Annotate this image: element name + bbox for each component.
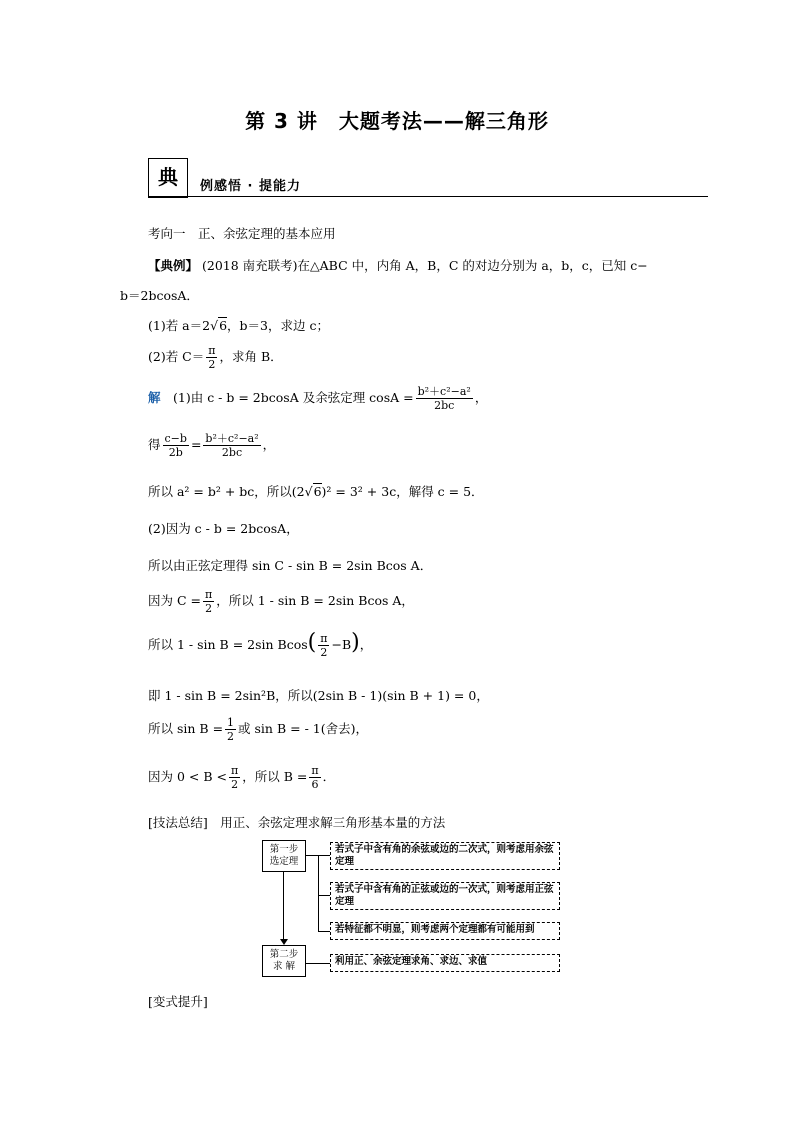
example-tag: 【典例】	[148, 258, 199, 273]
solution-line-9-post: 或 sin B = - 1(舍去)，	[238, 721, 368, 736]
summary-line	[148, 813, 445, 831]
solution-line-10-mid: ，所以 B =	[242, 769, 308, 784]
frac-den: 2b	[168, 446, 183, 459]
solution-line-3-post: )² = 3² + 3c，解得 c = 5．	[321, 484, 484, 499]
flow-connector	[318, 931, 330, 932]
step-1-title: 第一步	[269, 844, 299, 855]
question-1-post: ，b＝3，求边 c；	[227, 318, 329, 333]
frac-den: 2	[320, 646, 328, 659]
frac-num: b²＋c²−a²	[205, 432, 259, 445]
page-title: 第 3 讲 大题考法——解三角形	[245, 109, 549, 133]
flow-connector	[318, 855, 330, 856]
solution-line-7: 所以 1 - sin B = 2sin Bcos( $\frac{\pi}{2}$ −B)，	[148, 630, 373, 659]
frac-num: π	[208, 344, 216, 357]
question-2	[148, 344, 283, 371]
variant-heading: [变式提升]	[148, 994, 208, 1009]
example-line-1	[148, 256, 648, 274]
solution-line-3-pre: 所以 a² = b² + bc，所以(2	[148, 484, 305, 499]
solution-line-1	[148, 385, 487, 412]
frac-den: 2	[231, 778, 239, 791]
solution-line-3: 所以 a² = b² + bc，所以(2√6)² = 3² + 3c，解得 c = 5．	[148, 484, 484, 499]
solution-line-2-post: ，	[262, 437, 276, 452]
frac-num: b²＋c²−a²	[417, 385, 471, 398]
section-title: 例感悟 · 提能力	[200, 179, 301, 194]
summary-text: 用正、余弦定理求解三角形基本量的方法	[220, 815, 446, 830]
step-2-title: 第二步	[269, 949, 299, 960]
solution-line-6-pre: 因为 C =	[148, 593, 201, 608]
flow-connector	[318, 895, 330, 896]
flow-connector-vertical	[283, 872, 284, 941]
example-text-1: 在△ABC 中，内角 A，B，C 的对边分别为 a，b，c，已知 c−	[297, 258, 648, 273]
solution-line-10	[148, 764, 335, 791]
solution-line-5: 所以由正弦定理得 sin C - sin B = 2sin Bcos A．	[148, 558, 433, 573]
frac-num: 1	[227, 716, 235, 729]
question-2-post: ，求角 B．	[219, 349, 283, 364]
solution-line-10-pre: 因为 0 < B <	[148, 769, 227, 784]
solution-line-4: (2)因为 c - b = 2bcosA，	[148, 521, 299, 536]
solution-line-2	[148, 432, 275, 459]
step-1-label: 选定理	[269, 856, 299, 867]
question-1-pre: (1)若 a＝2	[148, 318, 211, 333]
example-source: (2018 南充联考)	[202, 258, 298, 273]
frac-den: 2bc	[434, 399, 455, 412]
question-1-radicand: 6	[219, 318, 228, 333]
frac-den: 2bc	[221, 446, 243, 459]
frac-num: c−b	[164, 432, 187, 445]
frac-den: 2	[227, 730, 235, 743]
solution-line-7-mid: −B	[331, 637, 352, 652]
flow-connector	[306, 963, 330, 964]
question-2-pre: (2)若 C＝	[148, 349, 205, 364]
section-divider	[148, 196, 708, 197]
frac-num: π	[320, 632, 328, 645]
rule-box-sine: 若式子中含有角的正弦或边的一次式，则考虑用正弦定理	[330, 882, 560, 910]
frac-num: π	[230, 764, 239, 777]
solution-line-3-radicand: 6	[313, 484, 322, 499]
flow-connector-branch	[318, 855, 319, 931]
direction-heading: 考向一 正、余弦定理的基本应用	[148, 226, 336, 241]
rule-box-both: 若特征都不明显，则考虑两个定理都有可能用到	[330, 922, 560, 940]
solution-line-1-pre: (1)由 c - b = 2bcosA 及余弦定理 cosA =	[173, 390, 414, 405]
step-2-box	[262, 945, 306, 977]
solution-line-10-post: ．	[322, 769, 336, 784]
question-1: (1)若 a＝2√6，b＝3，求边 c；	[148, 318, 329, 333]
frac-den: 6	[311, 778, 319, 791]
frac-num: π	[205, 588, 213, 601]
solution-line-7-post: ，	[359, 637, 373, 652]
solution-line-8: 即 1 - sin B = 2sin²B，所以(2sin B - 1)(sin B + 1) = 0，	[148, 688, 489, 703]
summary-tag: [技法总结]	[148, 815, 208, 830]
example-text-2: b＝2bcosA．	[120, 288, 199, 303]
frac-den: 2	[205, 602, 213, 615]
rule-box-cosine: 若式子中含有角的余弦或边的二次式，则考虑用余弦定理	[330, 842, 560, 870]
step-1-box	[262, 840, 306, 872]
section-icon: 典	[148, 158, 188, 198]
equals-sign: =	[190, 437, 202, 452]
solution-label: 解	[148, 390, 161, 405]
rule-box-solve: 利用正、余弦定理求角、求边、求值	[330, 954, 560, 972]
solution-line-6-post: ，所以 1 - sin B = 2sin Bcos A，	[216, 593, 414, 608]
solution-line-2-pre: 得	[148, 437, 161, 452]
frac-num: π	[311, 764, 319, 777]
solution-line-9	[148, 716, 368, 743]
frac-den: 2	[208, 358, 216, 371]
solution-line-6	[148, 588, 414, 615]
solution-line-1-post: ，	[474, 390, 488, 405]
solution-line-9-pre: 所以 sin B =	[148, 721, 224, 736]
flow-connector	[306, 855, 318, 856]
step-2-label: 求 解	[272, 961, 296, 972]
solution-line-7-pre: 所以 1 - sin B = 2sin Bcos	[148, 637, 308, 652]
flow-arrow-icon	[280, 939, 288, 945]
